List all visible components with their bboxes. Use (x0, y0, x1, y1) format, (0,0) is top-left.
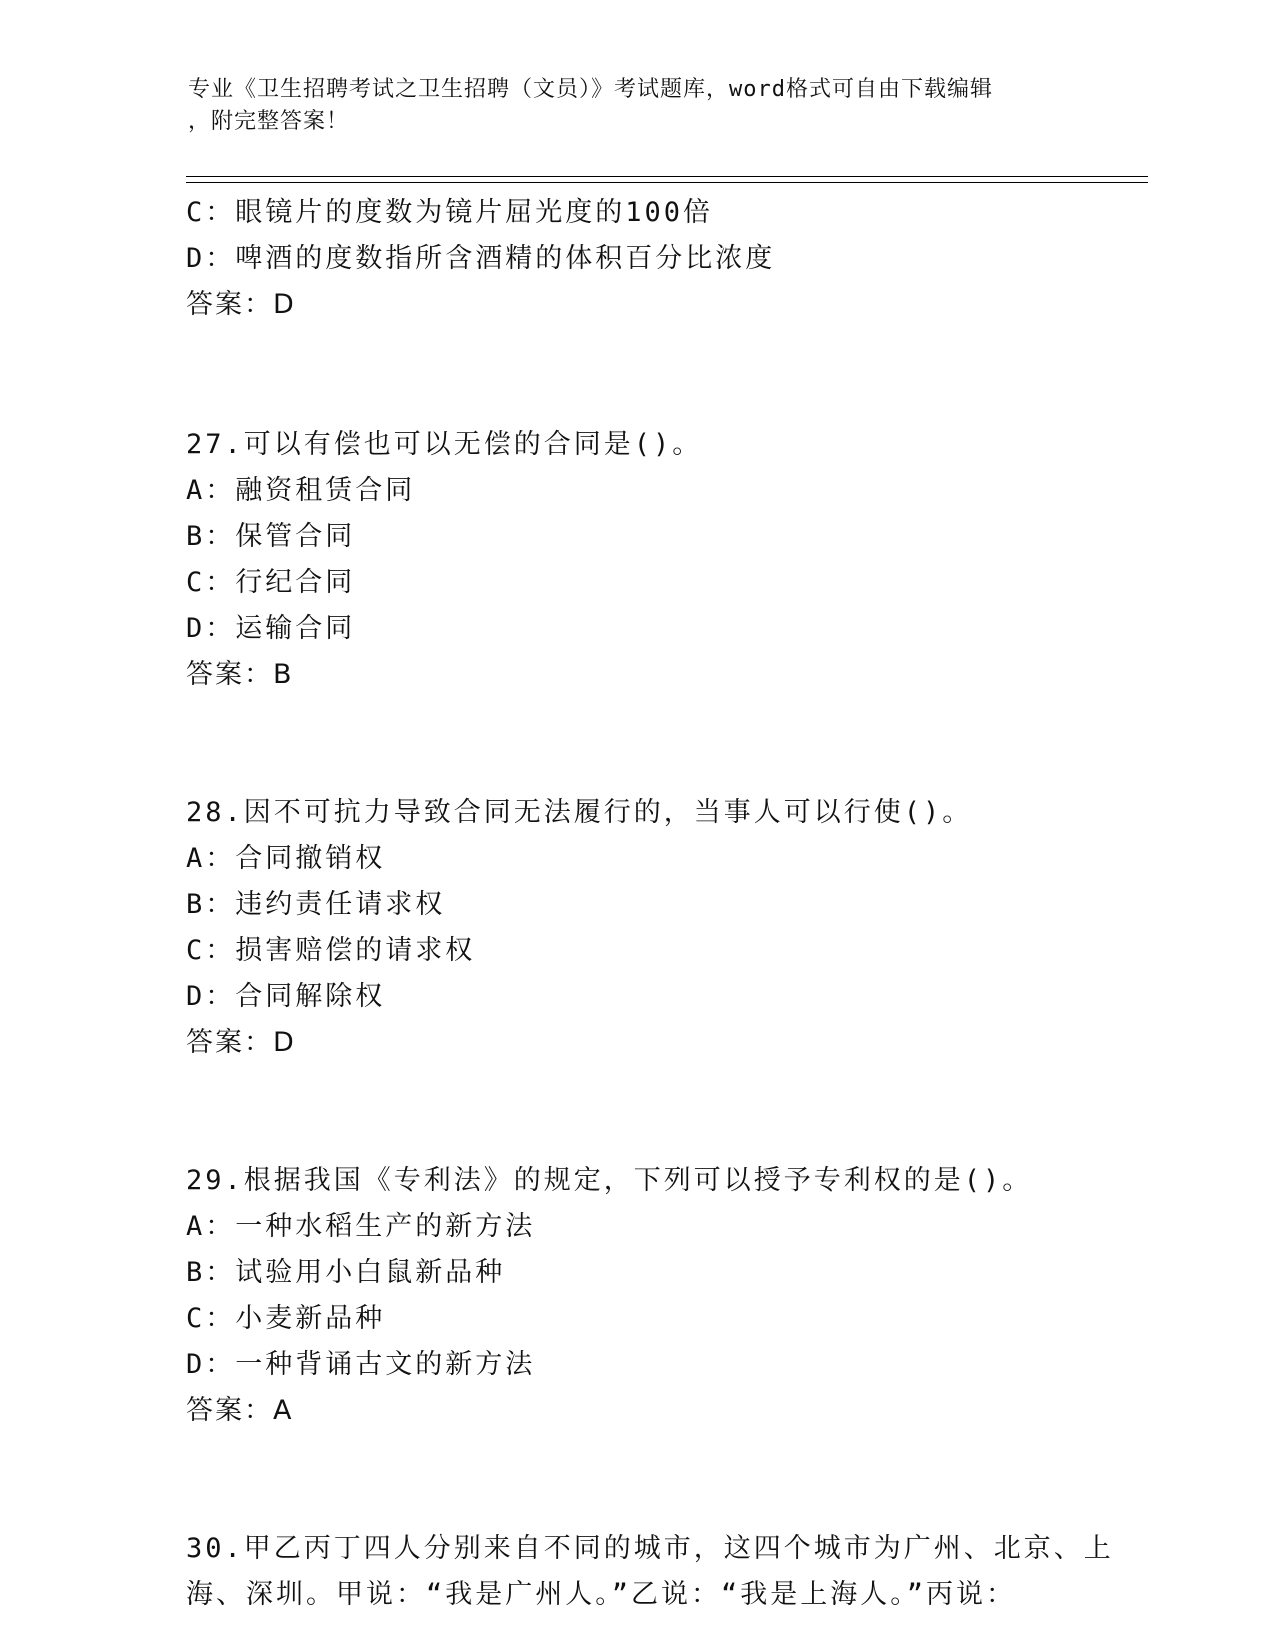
option-a: A：一种水稻生产的新方法 (186, 1211, 536, 1242)
option-c: C：小麦新品种 (186, 1303, 386, 1334)
answer-line: 答案：B (186, 659, 294, 690)
option-a: A：合同撤销权 (186, 843, 386, 874)
option-c: C：行纪合同 (186, 567, 356, 598)
option-d: D：运输合同 (186, 613, 356, 644)
answer-line: 答案：D (186, 289, 296, 320)
question-29 (186, 1158, 1146, 1434)
question-content (186, 190, 1146, 1618)
option-c: C：眼镜片的度数为镜片屈光度的100倍 (186, 197, 714, 228)
document-header (188, 74, 1088, 138)
option-b: B：保管合同 (186, 521, 356, 552)
option-b: B：试验用小白鼠新品种 (186, 1257, 506, 1288)
question-stem-line-1: 30.甲乙丙丁四人分别来自不同的城市，这四个城市为广州、北京、上 (186, 1533, 1114, 1564)
question-27 (186, 422, 1146, 698)
option-d: D：合同解除权 (186, 981, 386, 1012)
question-30 (186, 1526, 1146, 1618)
option-a: A：融资租赁合同 (186, 475, 416, 506)
header-line-1: 专业《卫生招聘考试之卫生招聘（文员）》考试题库，word格式可自由下载编辑 (188, 77, 993, 102)
header-line-2: ，附完整答案！ (188, 109, 350, 134)
question-28 (186, 790, 1146, 1066)
option-c: C：损害赔偿的请求权 (186, 935, 476, 966)
question-stem: 28.因不可抗力导致合同无法履行的，当事人可以行使()。 (186, 797, 973, 828)
option-b: B：违约责任请求权 (186, 889, 446, 920)
answer-line: 答案：A (186, 1395, 294, 1426)
answer-line: 答案：D (186, 1027, 296, 1058)
option-d: D：一种背诵古文的新方法 (186, 1349, 536, 1380)
option-d: D：啤酒的度数指所含酒精的体积百分比浓度 (186, 243, 776, 274)
question-stem: 27.可以有偿也可以无偿的合同是()。 (186, 429, 703, 460)
header-divider (186, 176, 1148, 183)
question-stem-line-2: 海、深圳。甲说：“我是广州人。”乙说：“我是上海人。”丙说： (186, 1579, 1017, 1610)
question-stem: 29.根据我国《专利法》的规定，下列可以授予专利权的是()。 (186, 1165, 1033, 1196)
